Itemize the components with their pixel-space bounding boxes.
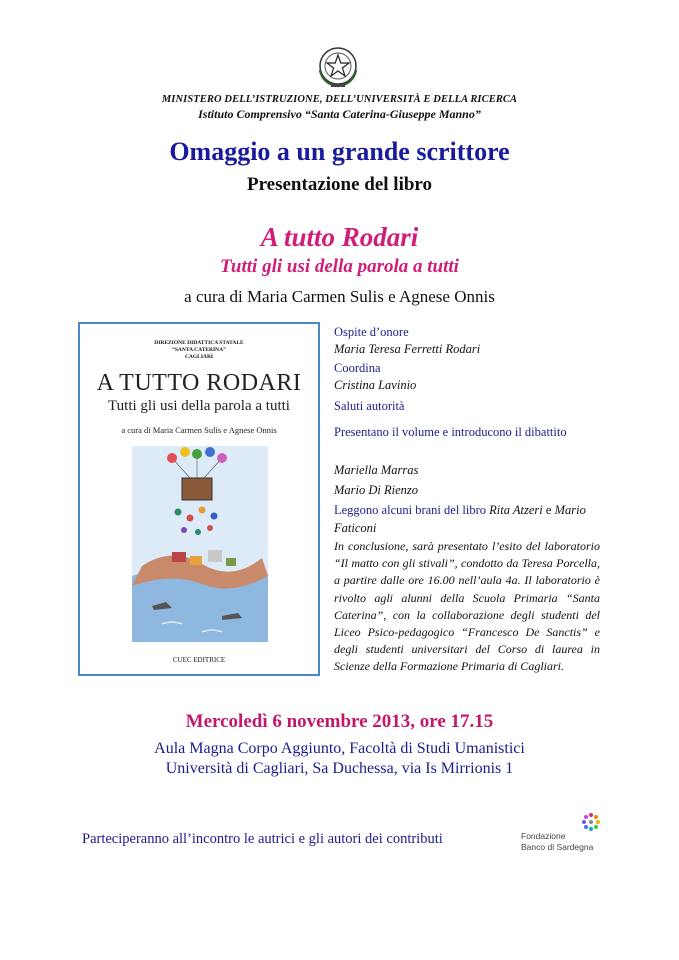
guest-name: Maria Teresa Ferretti Rodari xyxy=(334,342,481,356)
cover-publisher: CUEC EDITRICE xyxy=(172,656,226,664)
readers-conjunction: e xyxy=(542,503,552,517)
greetings-label: Saluti autorità xyxy=(334,399,405,413)
cover-institution-line: DIREZIONE DIDATTICA STATALE xyxy=(154,340,244,346)
sponsor-name: Banco di Sardegna xyxy=(521,842,594,852)
readers-label: Leggono alcuni brani del libro xyxy=(334,503,487,517)
cover-editors: a cura di Maria Carmen Sulis e Agnese Onnis xyxy=(121,425,277,435)
presenter-name: Mariella Marras xyxy=(334,463,419,477)
book-cover xyxy=(78,322,320,676)
workshop-paragraph: In conclusione, sarà presentato l’esito del laboratorio “Il matto con gli stivali”, condotto da Teresa Porcella, a partire dalle ore 16.00 nell’aula 4a. Il laboratorio è rivolto agli alunni della Scuola Primaria “Santa Caterina”, con la collaborazione degli studenti del Liceo Psico-pedagogico “Francesco De Sanctis” e degli studenti universitari del Corso di laurea in Scienze della Formazione Primaria di Cagliari. xyxy=(334,539,600,674)
page-title: Omaggio a un grande scrittore xyxy=(169,137,510,166)
reader-name: Rita Atzeri xyxy=(489,503,543,517)
book-subtitle: Tutti gli usi della parola a tutti xyxy=(220,256,459,277)
page-subtitle: Presentazione del libro xyxy=(246,174,433,195)
guest-label: Ospite d’onore xyxy=(334,325,409,339)
readers-line xyxy=(334,501,602,537)
cover-title: A TUTTO RODARI xyxy=(96,370,302,396)
fondazione-logo-icon xyxy=(580,811,602,833)
presenter-name: Mario Di Rienzo xyxy=(334,483,419,497)
event-date: Mercoledì 6 novembre 2013, ore 17.15 xyxy=(185,711,494,732)
cover-institution-line: CAGLIARI xyxy=(184,354,214,360)
institute-name: Istituto Comprensivo “Santa Caterina-Giuseppe Manno” xyxy=(198,107,481,121)
book-title: A tutto Rodari xyxy=(260,222,419,252)
italian-republic-emblem-icon xyxy=(313,44,363,90)
presenters-label: Presentano il volume e introducono il dibattito xyxy=(334,425,567,439)
coordinator-name: Cristina Lavinio xyxy=(334,378,417,392)
book-editors: a cura di Maria Carmen Sulis e Agnese Onnis xyxy=(184,287,495,306)
cover-institution-line: “SANTA CATERINA” xyxy=(172,347,226,353)
venue-line: Aula Magna Corpo Aggiunto, Facoltà di Studi Umanistici xyxy=(154,740,525,757)
ministry-heading: MINISTERO DELL’ISTRUZIONE, DELL’UNIVERSITÀ E DELLA RICERCA xyxy=(161,94,518,105)
venue-line: Università di Cagliari, Sa Duchessa, via Is Mirrionis 1 xyxy=(165,760,514,777)
reader-name: Mario Faticoni xyxy=(334,503,586,535)
coordinator-label: Coordina xyxy=(334,361,381,375)
sponsor-name: Fondazione xyxy=(521,831,566,841)
cover-illustration xyxy=(132,446,268,642)
cover-subtitle: Tutti gli usi della parola a tutti xyxy=(108,398,290,414)
footer-note: Parteciperanno all’incontro le autrici e gli autori dei contributi xyxy=(82,831,443,847)
